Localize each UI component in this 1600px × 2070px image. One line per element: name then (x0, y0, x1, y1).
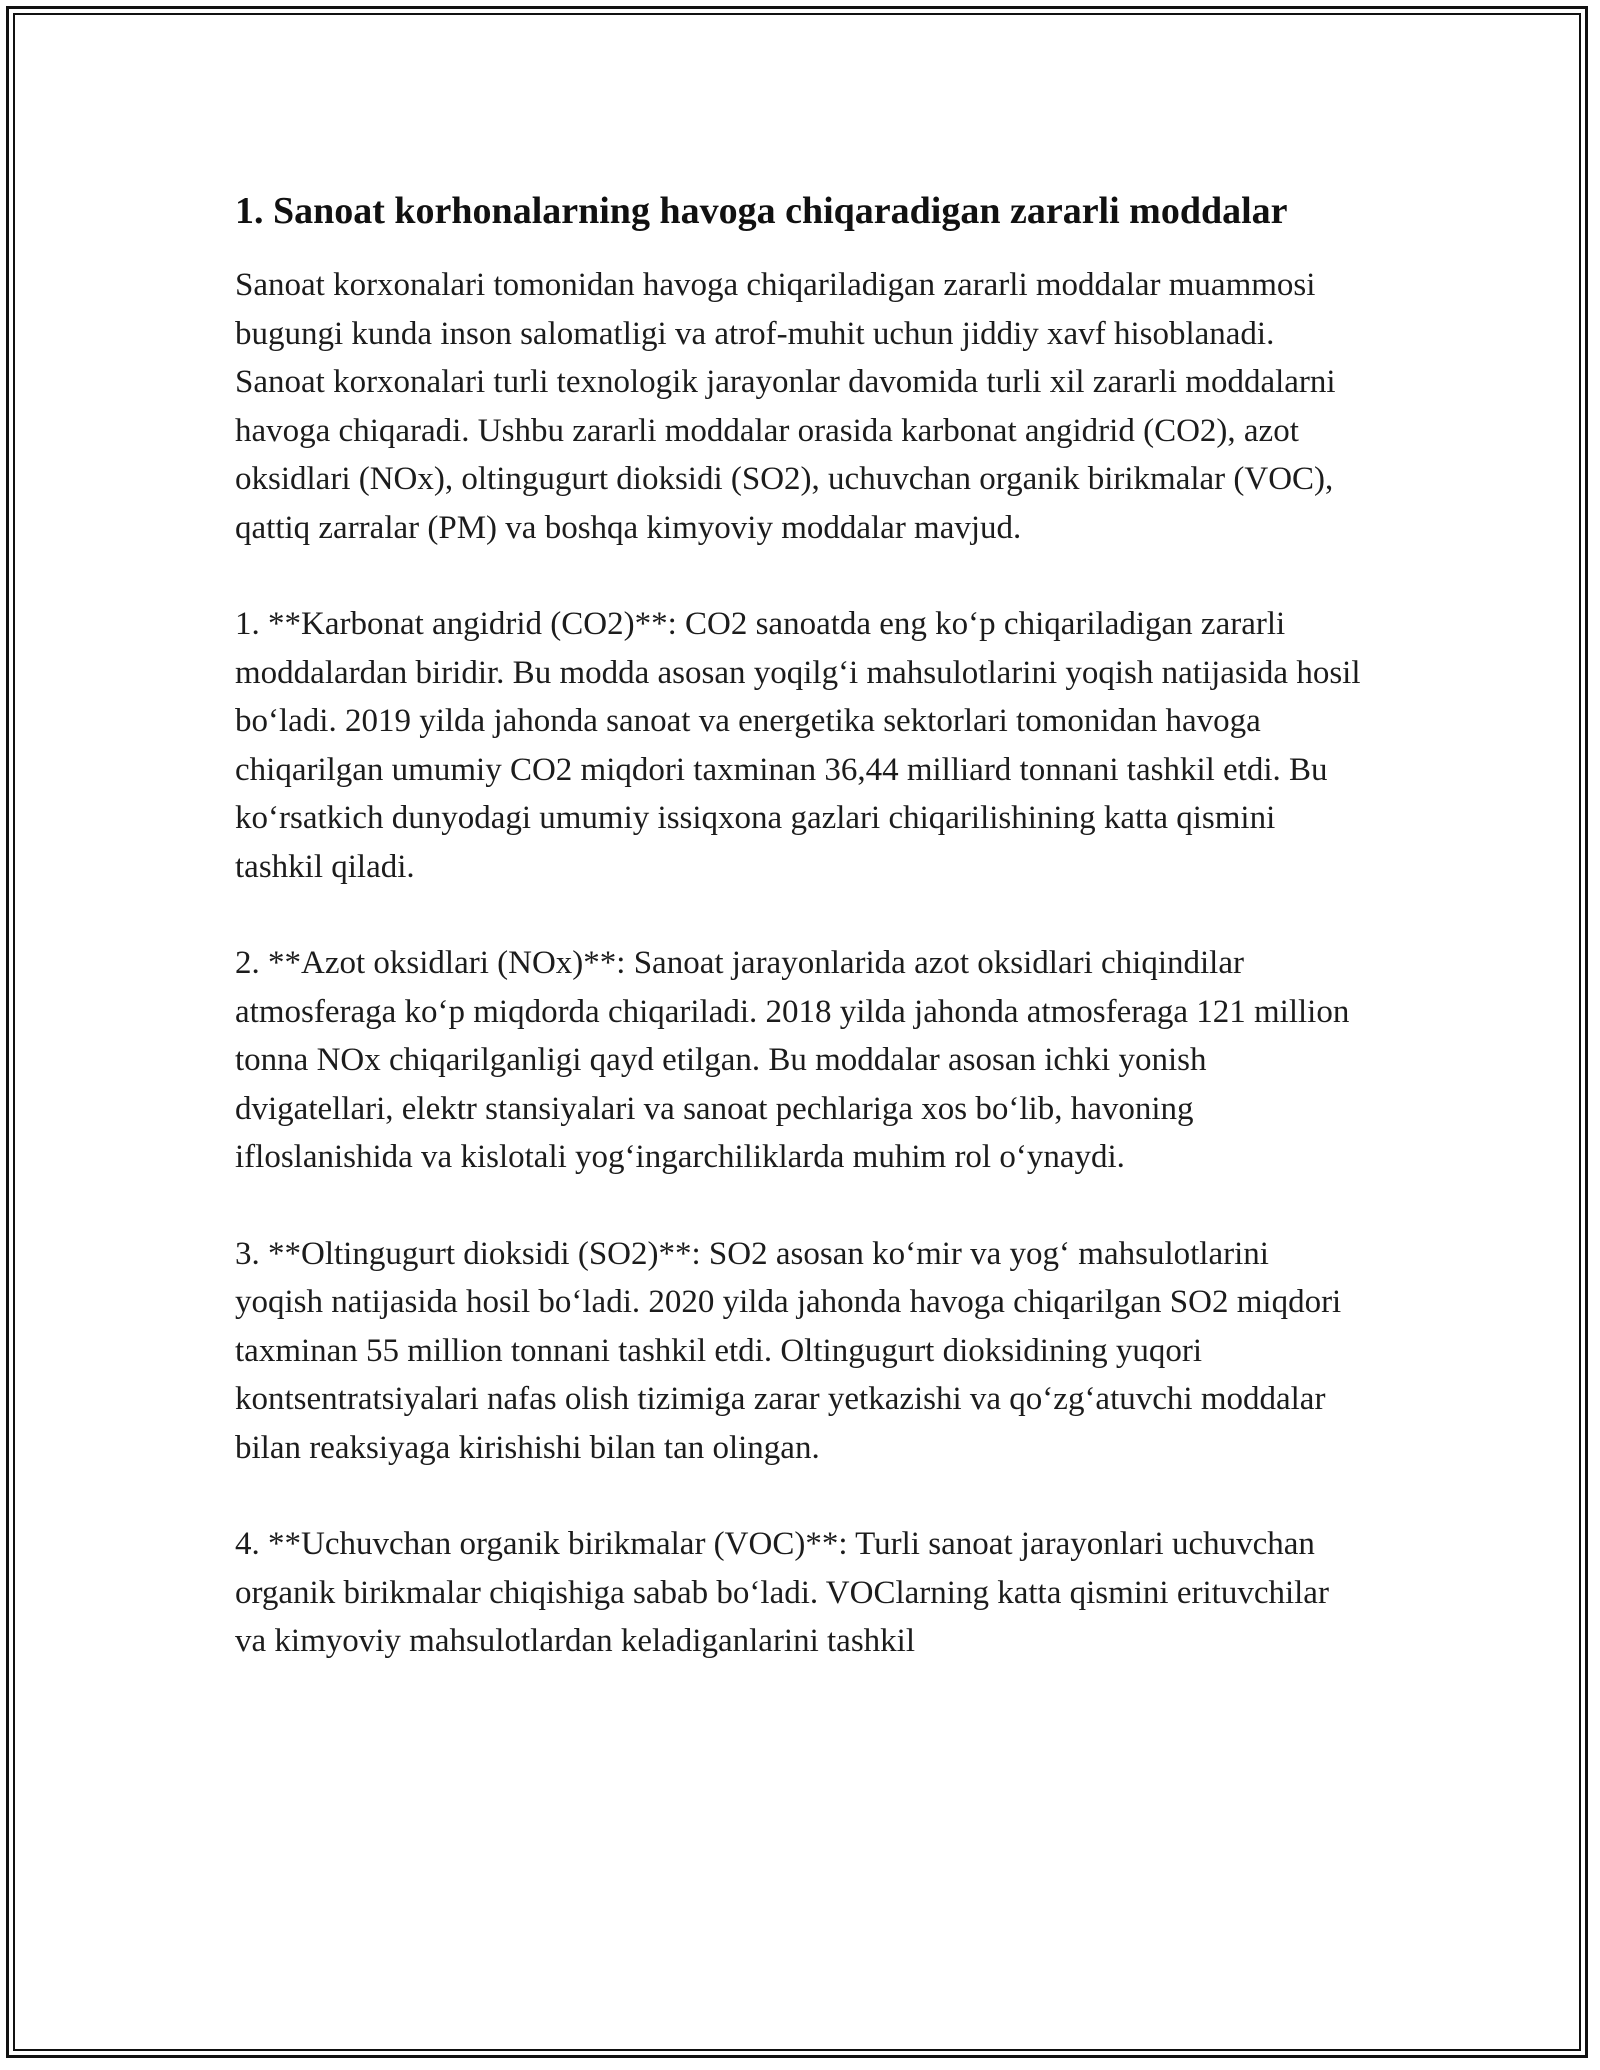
co2-paragraph: 1. **Karbonat angidrid (CO2)**: CO2 sanoatda eng koʻp chiqariladigan zararli moddalardan biridir. Bu modda asosan yoqilgʻi mahsulotlarini yoqish natijasida hosil boʻladi. 2019 yilda jahonda sanoat va energetika sektorlari tomonidan havoga chiqarilgan umumiy CO2 miqdori taxminan 36,44 milliard tonnani tashkil etdi. Bu koʻrsatkich dunyodagi umumiy issiqxona gazlari chiqarilishining katta qismini tashkil qiladi. (235, 606, 1361, 885)
so2-paragraph: 3. **Oltingugurt dioksidi (SO2)**: SO2 asosan koʻmir va yogʻ mahsulotlarini yoqish natijasida hosil boʻladi. 2020 yilda jahonda havoga chiqarilgan SO2 miqdori taxminan 55 million tonnani tashkil etdi. Oltingugurt dioksidining yuqori kontsentratsiyalari nafas olish tizimiga zarar yetkazishi va qoʻzgʻatuvchi moddalar bilan reaksiyaga kirishishi bilan tan olingan. (235, 1235, 1342, 1466)
voc-paragraph: 4. **Uchuvchan organik birikmalar (VOC)**: Turli sanoat jarayonlari uchuvchan organik birikmalar chiqishiga sabab boʻladi. VOClarning katta qismini erituvchilar va kimyoviy mahsulotlardan keladiganlarini tashkil (235, 1526, 1329, 1659)
section-heading: 1. Sanoat korhonalarning havoga chiqaradigan zararli moddalar (235, 190, 1288, 232)
document-body (235, 183, 1365, 1714)
nox-paragraph: 2. **Azot oksidlari (NOx)**: Sanoat jarayonlarida azot oksidlari chiqindilar atmosferaga koʻp miqdorda chiqariladi. 2018 yilda jahonda atmosferaga 121 million tonna NOx chiqarilganligi qayd etilgan. Bu moddalar asosan ichki yonish dvigatellari, elektr stansiyalari va sanoat pechlariga xos boʻlib, havoning ifloslanishida va kislotali yogʻingarchiliklarda muhim rol oʻynaydi. (235, 945, 1350, 1175)
intro-paragraph: Sanoat korxonalari tomonidan havoga chiqariladigan zararli moddalar muammosi bugungi kunda inson salomatligi va atrof-muhit uchun jiddiy xavf hisoblanadi. Sanoat korxonalari turli texnologik jarayonlar davomida turli xil zararli moddalarni havoga chiqaradi. Ushbu zararli moddalar orasida karbonat angidrid (CO2), azot oksidlari (NOx), oltingugurt dioksidi (SO2), uchuvchan organik birikmalar (VOC), qattiq zarralar (PM) va boshqa kimyoviy moddalar mavjud. (235, 267, 1336, 546)
